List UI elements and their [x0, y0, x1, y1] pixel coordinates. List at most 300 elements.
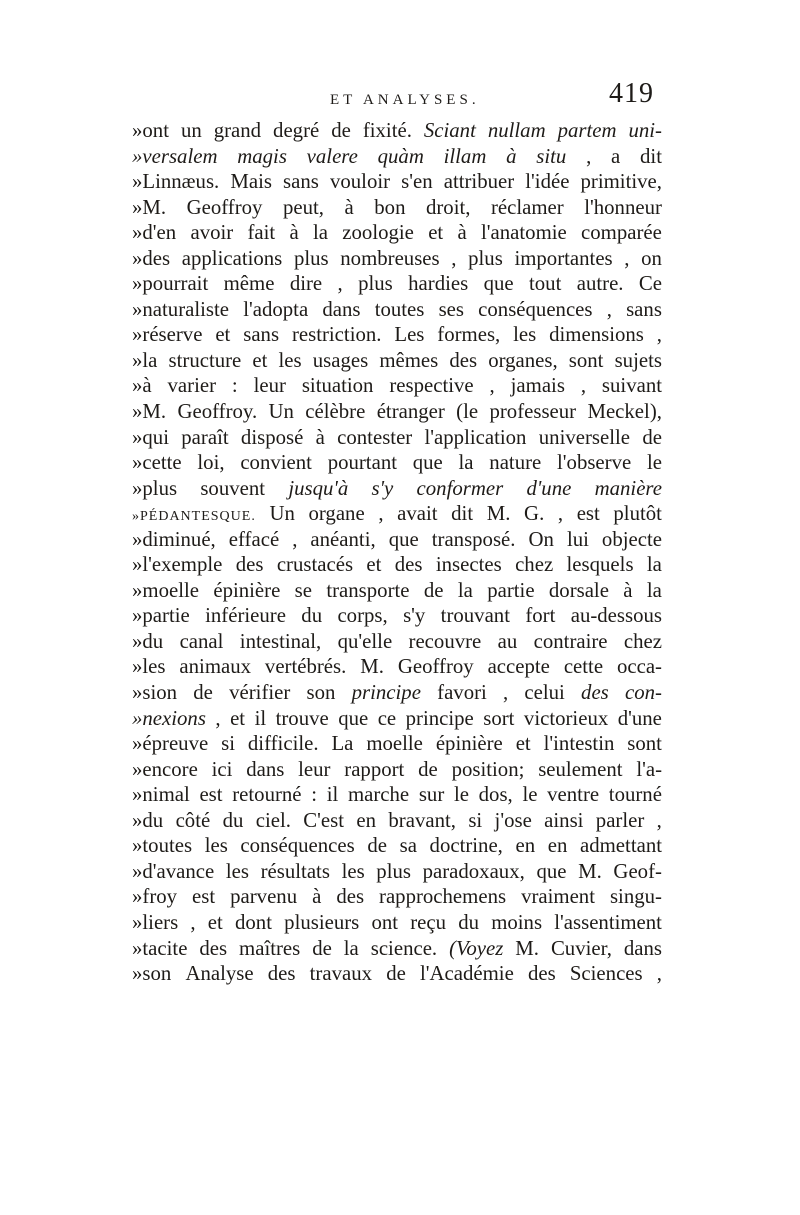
word: transporte — [326, 578, 410, 602]
word: dans — [246, 757, 285, 781]
word: sans — [626, 297, 662, 321]
word: organe — [308, 502, 365, 526]
word: rapprochemens — [379, 885, 507, 909]
word: rapport — [344, 757, 405, 781]
word: organes, — [488, 348, 558, 372]
word: »du — [132, 808, 164, 832]
word: ce — [377, 706, 397, 730]
word: , — [292, 527, 298, 551]
word: ciel. — [255, 808, 291, 832]
word: des — [449, 348, 478, 372]
word: le — [646, 451, 662, 475]
word: sont — [568, 348, 604, 372]
word: valere — [306, 144, 358, 168]
word: »du — [132, 629, 164, 653]
word: transposé. — [431, 527, 516, 551]
word: sort — [483, 706, 515, 730]
text-line — [132, 654, 662, 680]
word: La — [331, 732, 354, 756]
text-line — [132, 910, 662, 936]
word: pourtant — [327, 451, 397, 475]
word: à — [312, 885, 322, 909]
word: »toutes — [132, 834, 193, 858]
text-line — [132, 808, 662, 834]
text-line — [132, 961, 662, 987]
word: se — [294, 578, 312, 602]
word: on — [641, 246, 662, 270]
word: de — [418, 757, 438, 781]
word: nullam — [487, 119, 546, 142]
word: »diminué, — [132, 527, 216, 551]
word: les — [204, 834, 228, 858]
word: »la — [132, 348, 158, 372]
word: plus — [293, 246, 329, 270]
word: que — [338, 706, 369, 730]
word: de — [386, 962, 406, 986]
text-line — [132, 680, 662, 706]
text-line — [132, 884, 662, 910]
word: Geoffroy. — [177, 400, 258, 424]
word: grand — [213, 119, 262, 142]
word: »d'avance — [132, 859, 215, 883]
word: conformer — [416, 476, 504, 500]
word: du — [222, 808, 244, 832]
word: leur — [253, 374, 286, 398]
word: l'honneur — [584, 195, 662, 219]
word: »moelle — [132, 578, 199, 602]
word: à — [289, 221, 299, 245]
word: comparée — [581, 221, 662, 245]
word: formes, — [437, 323, 501, 347]
text-line — [132, 706, 662, 732]
word: »d'en — [132, 221, 177, 245]
word: , — [656, 962, 662, 986]
word: mêmes — [379, 348, 439, 372]
word: que — [536, 859, 567, 883]
word: trouvant — [440, 604, 510, 628]
text-line — [132, 833, 662, 859]
word: étranger — [376, 400, 445, 424]
page-number: 419 — [609, 78, 654, 109]
word: vérifier — [229, 681, 291, 705]
word: accepte — [487, 655, 550, 679]
word: sont — [627, 732, 662, 756]
word: dans — [623, 936, 662, 960]
word: des — [235, 553, 264, 577]
word: Ce — [638, 272, 662, 296]
word: dimensions — [549, 323, 644, 347]
word: contester — [337, 425, 413, 449]
word: seulement — [538, 757, 623, 781]
word: épinière — [435, 732, 503, 756]
word: , — [606, 297, 612, 321]
word: partie — [487, 578, 535, 602]
word: l'intestin — [543, 732, 615, 756]
word: primitive, — [580, 170, 662, 194]
word: , — [624, 246, 630, 270]
word: que — [412, 451, 443, 475]
word: si — [221, 732, 235, 756]
word: magis — [237, 144, 287, 168]
word: »nimal — [132, 783, 190, 807]
word: et — [252, 348, 268, 372]
text-line — [132, 578, 662, 604]
word: Sciant — [423, 119, 476, 142]
word: vertébrés. — [264, 655, 347, 679]
text-line — [132, 271, 662, 297]
word: Cuvier, — [550, 936, 612, 960]
word: , — [656, 323, 662, 347]
word: des — [581, 681, 609, 705]
word: Un — [269, 502, 295, 526]
word: que — [483, 272, 514, 296]
word: principe — [351, 681, 421, 705]
word: dit — [451, 502, 474, 526]
word: tout — [529, 272, 562, 296]
text-line — [132, 757, 662, 783]
word: sa — [399, 834, 417, 858]
word: animaux — [179, 655, 252, 679]
word: jamais — [510, 374, 565, 398]
word: Geof- — [613, 859, 662, 883]
word: situ — [536, 144, 567, 168]
word: disposé — [240, 425, 304, 449]
word: que — [388, 527, 419, 551]
word: plus — [358, 272, 393, 296]
word: sur — [418, 783, 445, 807]
word: restriction. — [291, 323, 382, 347]
word: ainsi — [544, 808, 584, 832]
word: en — [356, 808, 377, 832]
word: difficile. — [247, 732, 319, 756]
word: »froy — [132, 885, 178, 909]
word: varier — [167, 374, 217, 398]
word: illam — [443, 144, 487, 168]
word: doctrine, — [429, 834, 503, 858]
word: »épreuve — [132, 732, 209, 756]
running-head: ET ANALYSES. — [330, 92, 480, 108]
text-line — [132, 476, 662, 502]
text-line — [132, 629, 662, 655]
word: importantes — [514, 246, 613, 270]
word: dont — [235, 910, 272, 934]
word: s'en — [401, 170, 433, 194]
word: il — [254, 706, 267, 730]
word: sujets — [614, 348, 662, 372]
word: qu'elle — [337, 629, 393, 653]
word: Meckel), — [587, 400, 662, 424]
word: celui — [524, 681, 565, 705]
word: : — [311, 783, 318, 807]
word: »tacite — [132, 936, 188, 960]
word: G. — [524, 502, 545, 526]
word: épinière — [213, 578, 281, 602]
word: l'application — [424, 425, 527, 449]
word: côté — [175, 808, 211, 832]
word: singu- — [609, 885, 662, 909]
word: inférieure — [205, 604, 286, 628]
word: d'une — [526, 476, 572, 500]
word: bon — [374, 195, 406, 219]
word: de — [642, 425, 662, 449]
word: parvenu — [230, 885, 298, 909]
word: objecte — [601, 527, 662, 551]
word: ici — [211, 757, 233, 781]
text-line — [132, 501, 662, 527]
word: plusieurs — [284, 910, 360, 934]
word: la — [457, 578, 473, 602]
word: vraiment — [521, 885, 595, 909]
word: effacé — [228, 527, 280, 551]
word: du — [301, 604, 323, 628]
word: moelle — [366, 732, 423, 756]
word: (Voyez — [449, 936, 504, 960]
word: résultats — [260, 859, 330, 883]
word: et — [230, 706, 246, 730]
word: applications — [181, 246, 283, 270]
text-line — [132, 322, 662, 348]
word: jusqu'à — [288, 476, 349, 500]
word: Geoffroy — [186, 195, 263, 219]
word: les — [225, 859, 249, 883]
word: à — [344, 195, 354, 219]
word: à — [315, 425, 325, 449]
word: cette — [563, 655, 604, 679]
text-line — [132, 399, 662, 425]
word: chez — [515, 553, 554, 577]
word: il — [326, 783, 339, 807]
word: j'ose — [494, 808, 532, 832]
text-line — [132, 118, 662, 144]
text-line — [132, 859, 662, 885]
word: , — [378, 502, 384, 526]
word: des — [267, 962, 296, 986]
word: à — [506, 144, 517, 168]
word: favori — [437, 681, 487, 705]
word: M. — [486, 502, 511, 526]
word: ventre — [547, 783, 600, 807]
word: occa- — [616, 655, 662, 679]
word: avoir — [190, 221, 234, 245]
text-line — [132, 425, 662, 451]
word: plus — [468, 246, 503, 270]
word: »M. — [132, 400, 167, 424]
word: le — [453, 783, 469, 807]
word: »cette — [132, 451, 182, 475]
word: »plus — [132, 476, 178, 500]
word: crustacés — [276, 553, 354, 577]
word: chez — [623, 629, 662, 653]
text-line — [132, 169, 662, 195]
word: dit — [640, 144, 662, 168]
word: au — [497, 629, 518, 653]
word: marche — [347, 783, 410, 807]
word: plus — [376, 859, 411, 883]
text-line — [132, 782, 662, 808]
word: l'idée — [525, 170, 570, 194]
word: de — [331, 119, 351, 142]
word: plutôt — [613, 502, 662, 526]
text-line — [132, 348, 662, 374]
text-line — [132, 450, 662, 476]
word: , — [580, 374, 587, 398]
word: la — [313, 221, 329, 245]
text-line — [132, 731, 662, 757]
word: célèbre — [305, 400, 366, 424]
word: structure — [168, 348, 242, 372]
page-header — [132, 78, 662, 118]
word: Les — [394, 323, 425, 347]
word: victorieux — [523, 706, 609, 730]
word: »réserve — [132, 323, 203, 347]
word: l'anatomie — [481, 221, 567, 245]
word: ont — [371, 910, 399, 934]
word: et — [207, 910, 223, 934]
word: d'une — [617, 706, 662, 730]
word: sans — [283, 170, 319, 194]
text-line — [132, 552, 662, 578]
word: souvent — [200, 476, 266, 500]
word: quàm — [377, 144, 424, 168]
word: fixité. — [362, 119, 412, 142]
word: intestinal, — [239, 629, 322, 653]
word: Mais — [230, 170, 272, 194]
word: , — [451, 246, 457, 270]
word: en — [547, 834, 568, 858]
word: hardies — [408, 272, 469, 296]
word: a — [611, 144, 621, 168]
word: et — [215, 323, 231, 347]
word: , — [656, 808, 662, 832]
word: , — [215, 706, 221, 730]
word: , — [503, 681, 509, 705]
word: si — [468, 808, 483, 832]
text-line — [132, 373, 662, 399]
word: contraire — [533, 629, 608, 653]
word: loi, — [197, 451, 225, 475]
word: partem — [557, 119, 617, 142]
word: de — [367, 834, 387, 858]
word: et — [428, 221, 444, 245]
word: toutes — [374, 297, 425, 321]
word: dire — [289, 272, 323, 296]
word: suivant — [601, 374, 662, 398]
word: conséquences — [240, 834, 355, 858]
word: conséquences — [478, 297, 593, 321]
word: un — [180, 119, 202, 142]
word: uni- — [628, 119, 662, 142]
word: la — [458, 451, 474, 475]
text-line — [132, 195, 662, 221]
word: principe — [405, 706, 474, 730]
word: même — [223, 272, 275, 296]
word: : — [231, 374, 238, 398]
word: ses — [438, 297, 464, 321]
word: »Linnæus. — [132, 170, 220, 194]
word: fait — [247, 221, 276, 245]
word: à — [457, 221, 467, 245]
word: s'y — [403, 604, 426, 628]
word: en — [515, 834, 536, 858]
word: bravant, — [388, 808, 456, 832]
body-text — [132, 118, 662, 987]
word: insectes — [435, 553, 502, 577]
word: M. — [515, 936, 539, 960]
word: l'a- — [636, 757, 662, 781]
text-line — [132, 220, 662, 246]
word: et — [366, 553, 382, 577]
word: la — [646, 578, 662, 602]
word: paradoxaux, — [422, 859, 525, 883]
word: »partie — [132, 604, 190, 628]
word: recouvre — [408, 629, 482, 653]
word: situation — [301, 374, 374, 398]
word: des — [394, 553, 423, 577]
word: anéanti, — [310, 527, 376, 551]
word: »naturaliste — [132, 297, 230, 321]
word: M. — [578, 859, 602, 883]
word: position; — [451, 757, 525, 781]
word: »l'exemple — [132, 553, 223, 577]
text-line — [132, 527, 662, 553]
word: le — [522, 783, 538, 807]
word: du — [458, 910, 480, 934]
word: usages — [312, 348, 369, 372]
word: »ont — [132, 119, 169, 142]
word: maîtres — [239, 936, 301, 960]
word: de — [193, 681, 213, 705]
word: trouve — [275, 706, 329, 730]
word: dans — [322, 297, 361, 321]
word: à — [623, 578, 633, 602]
word: »sion — [132, 681, 178, 705]
word: universelle — [538, 425, 631, 449]
word: lesquels — [566, 553, 634, 577]
text-line — [132, 603, 662, 629]
word: la — [646, 553, 662, 577]
word: »encore — [132, 757, 198, 781]
word: leur — [298, 757, 331, 781]
word: »son — [132, 962, 172, 986]
word: moins — [491, 910, 543, 934]
word: est — [576, 502, 600, 526]
word: »PÉDANTESQUE. — [132, 509, 256, 525]
word: respective — [389, 374, 474, 398]
word: l'adopta — [243, 297, 309, 321]
word: réclamer — [490, 195, 564, 219]
word: son — [306, 681, 336, 705]
word: , — [489, 374, 495, 398]
word: retourné — [232, 783, 302, 807]
word: corps, — [337, 604, 388, 628]
word: sans — [243, 323, 280, 347]
word: canal — [179, 629, 224, 653]
word: peut, — [282, 195, 324, 219]
word: manière — [594, 476, 662, 500]
word: , — [190, 910, 196, 934]
word: des — [199, 936, 228, 960]
word: les — [278, 348, 302, 372]
word: »les — [132, 655, 166, 679]
word: con- — [624, 681, 662, 705]
word: les — [341, 859, 365, 883]
word: »versalem — [132, 144, 218, 168]
word: l'Académie — [419, 962, 514, 986]
word: On — [528, 527, 554, 551]
text-line — [132, 246, 662, 272]
word: nature — [489, 451, 542, 475]
word: paraît — [181, 425, 229, 449]
